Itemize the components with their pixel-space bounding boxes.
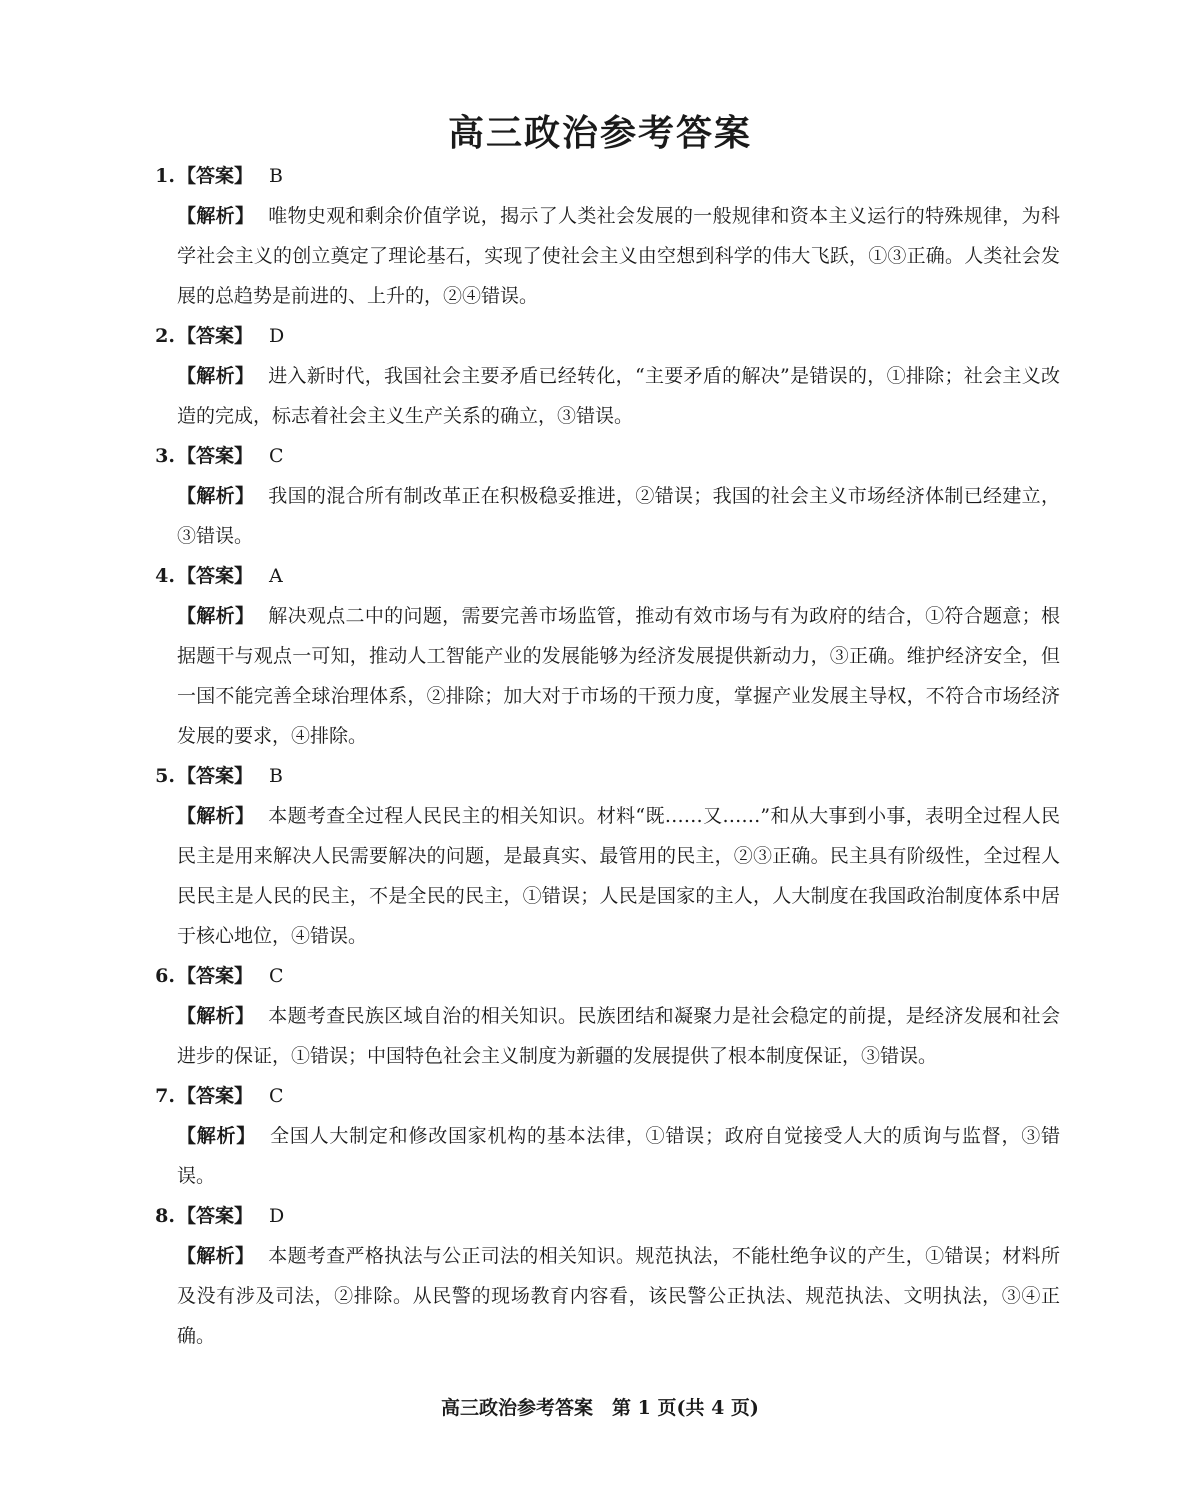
question-7: [135, 1076, 1060, 1196]
question-3: [135, 436, 1060, 556]
analysis-paragraph: [135, 1236, 1060, 1356]
answer-value: B: [269, 765, 283, 787]
answer-label: 【答案】: [177, 1205, 254, 1227]
analysis-text: 唯物史观和剩余价值学说，揭示了人类社会发展的一般规律和资本主义运行的特殊规律，为科学社会主义的创立奠定了理论基石，实现了使社会主义由空想到科学的伟大飞跃，①③正确。人类社会发展的总趋势是前进的、上升的，②④错误。: [177, 205, 1060, 307]
question-6: [135, 956, 1060, 1076]
analysis-paragraph: [135, 356, 1060, 436]
question-8: [135, 1196, 1060, 1356]
analysis-label: 【解析】: [177, 205, 255, 227]
analysis-paragraph: [135, 196, 1060, 316]
answer-line: [135, 156, 1060, 196]
answer-line: [135, 436, 1060, 476]
answer-label: 【答案】: [177, 325, 254, 347]
analysis-label: 【解析】: [177, 605, 255, 627]
page-footer: 高三政治参考答案 第 1 页(共 4 页): [441, 1397, 759, 1419]
answer-list: [135, 156, 1060, 1356]
answer-label: 【答案】: [177, 445, 254, 467]
analysis-paragraph: [135, 996, 1060, 1076]
analysis-label: 【解析】: [177, 805, 255, 827]
answer-label: 【答案】: [177, 565, 254, 587]
question-number: 8.: [155, 1205, 175, 1227]
answer-label: 【答案】: [177, 1085, 254, 1107]
question-number: 4.: [155, 565, 175, 587]
answer-value: D: [269, 1205, 285, 1227]
analysis-text: 进入新时代，我国社会主要矛盾已经转化，“主要矛盾的解决”是错误的，①排除；社会主义改造的完成，标志着社会主义生产关系的确立，③错误。: [177, 365, 1060, 427]
analysis-label: 【解析】: [177, 1005, 255, 1027]
answer-line: [135, 756, 1060, 796]
question-1: [135, 156, 1060, 316]
analysis-text: 解决观点二中的问题，需要完善市场监管，推动有效市场与有为政府的结合，①符合题意；根据题干与观点一可知，推动人工智能产业的发展能够为经济发展提供新动力，③正确。维护经济安全，但一国不能完善全球治理体系，②排除；加大对于市场的干预力度，掌握产业发展主导权，不符合市场经济发展的要求，④排除。: [177, 605, 1060, 747]
answer-line: [135, 1196, 1060, 1236]
question-5: [135, 756, 1060, 956]
question-2: [135, 316, 1060, 436]
analysis-label: 【解析】: [177, 365, 255, 387]
analysis-paragraph: [135, 1116, 1060, 1196]
answer-line: [135, 1076, 1060, 1116]
analysis-text: 本题考查民族区域自治的相关知识。民族团结和凝聚力是社会稳定的前提，是经济发展和社会进步的保证，①错误；中国特色社会主义制度为新疆的发展提供了根本制度保证，③错误。: [177, 1005, 1060, 1067]
answer-line: [135, 316, 1060, 356]
answer-label: 【答案】: [177, 965, 254, 987]
question-number: 5.: [155, 765, 175, 787]
analysis-paragraph: [135, 796, 1060, 956]
analysis-paragraph: [135, 476, 1060, 556]
answer-value: C: [269, 965, 284, 987]
analysis-label: 【解析】: [177, 1245, 255, 1267]
page-title: 高三政治参考答案: [447, 112, 752, 154]
question-number: 2.: [155, 325, 175, 347]
answer-line: [135, 956, 1060, 996]
analysis-text: 全国人大制定和修改国家机构的基本法律，①错误；政府自觉接受人大的质询与监督，③错误。: [177, 1125, 1060, 1187]
answer-value: C: [269, 1085, 284, 1107]
analysis-text: 我国的混合所有制改革正在积极稳妥推进，②错误；我国的社会主义市场经济体制已经建立，③错误。: [177, 485, 1060, 547]
question-4: [135, 556, 1060, 756]
analysis-text: 本题考查严格执法与公正司法的相关知识。规范执法，不能杜绝争议的产生，①错误；材料所及没有涉及司法，②排除。从民警的现场教育内容看，该民警公正执法、规范执法、文明执法，③④正确。: [177, 1245, 1060, 1347]
answer-line: [135, 556, 1060, 596]
answer-value: B: [269, 165, 283, 187]
analysis-text: 本题考查全过程人民民主的相关知识。材料“既……又……”和从大事到小事，表明全过程人民民主是用来解决人民需要解决的问题，是最真实、最管用的民主，②③正确。民主具有阶级性，全过程人民民主是人民的民主，不是全民的民主，①错误；人民是国家的主人，人大制度在我国政治制度体系中居于核心地位，④错误。: [177, 805, 1060, 947]
question-number: 7.: [155, 1085, 175, 1107]
question-number: 3.: [155, 445, 175, 467]
question-number: 6.: [155, 965, 175, 987]
analysis-paragraph: [135, 596, 1060, 756]
question-number: 1.: [155, 165, 175, 187]
analysis-label: 【解析】: [177, 485, 255, 507]
answer-value: D: [269, 325, 285, 347]
answer-value: A: [269, 565, 283, 587]
analysis-label: 【解析】: [177, 1125, 257, 1147]
answer-label: 【答案】: [177, 165, 254, 187]
answer-value: C: [269, 445, 284, 467]
answer-label: 【答案】: [177, 765, 254, 787]
